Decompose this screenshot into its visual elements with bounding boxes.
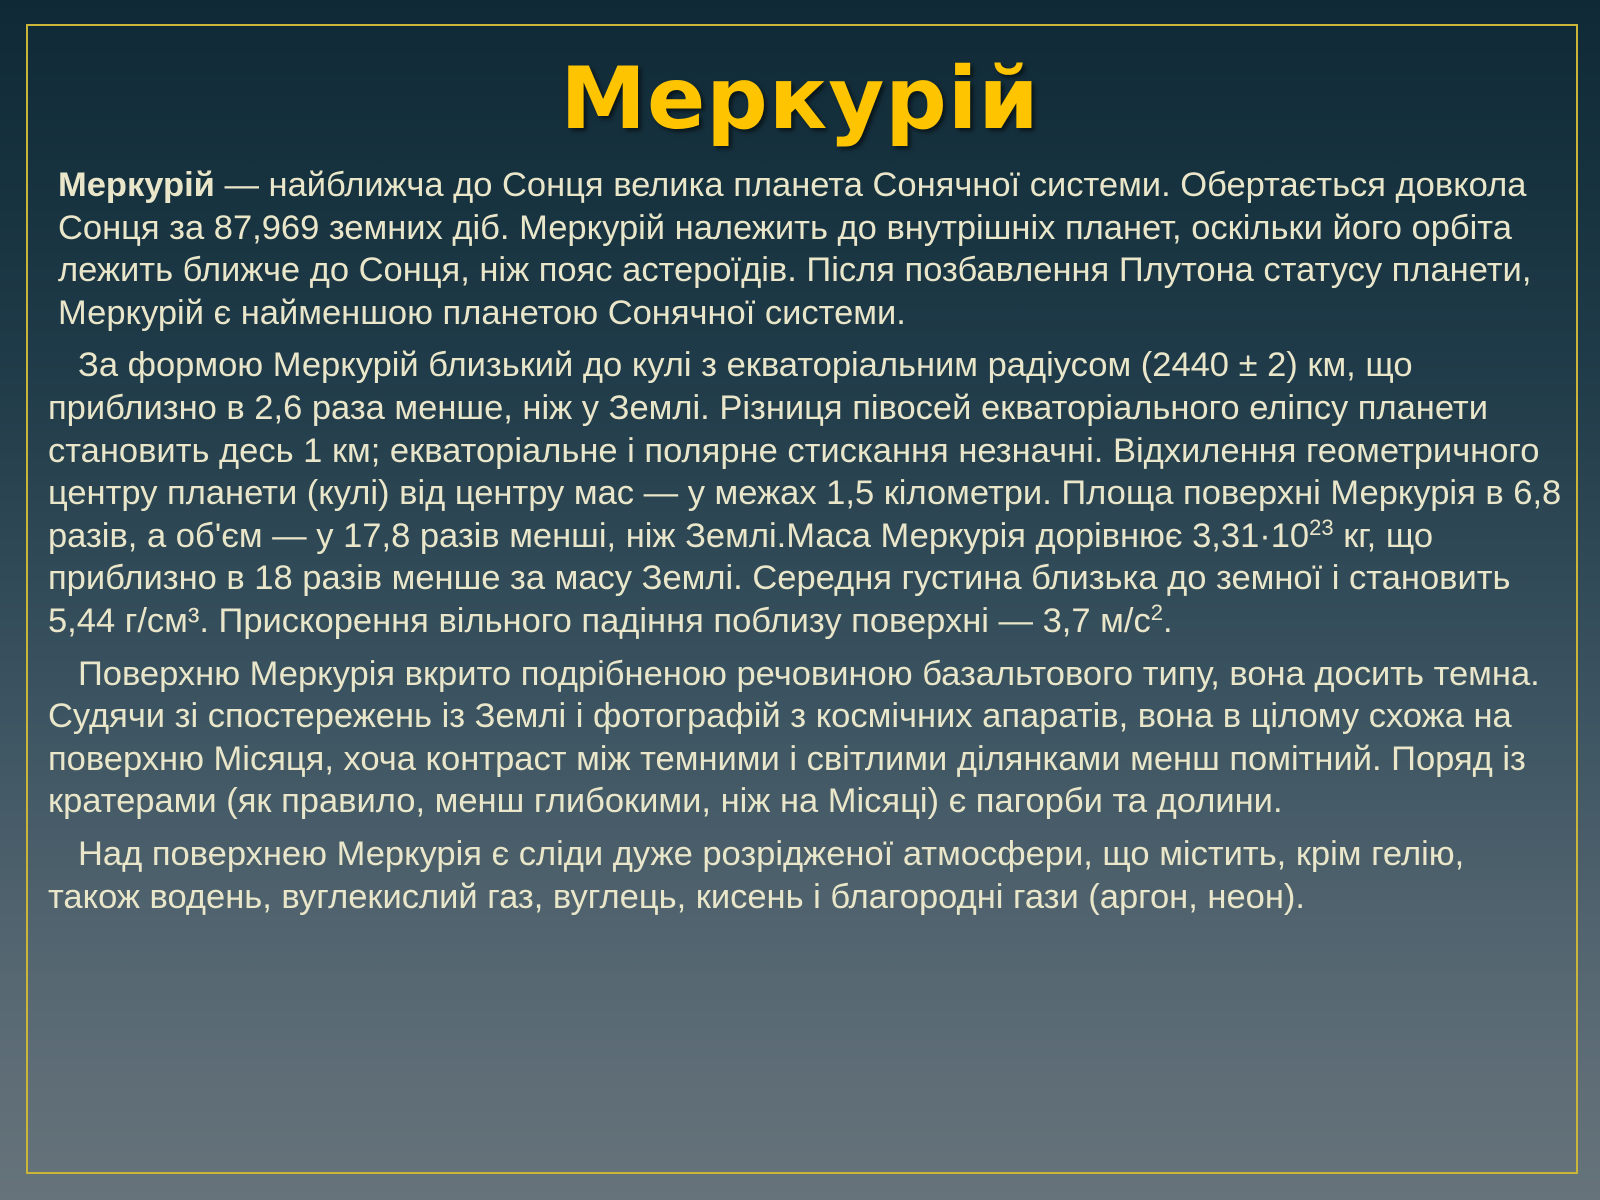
paragraph-atmosphere: Над поверхнею Меркурія є сліди дуже розрідженої атмосфери, що містить, крім гелію, також водень, вуглекислий газ, вуглець, кисень і благородні гази (аргон, неон). [48,834,1465,916]
paragraph-shape-part1: За формою Меркурій близький до кулі з екваторіальним радіусом (2440 ± 2) км, що приблизно в 2,6 раза менше, ніж у Землі. Різниця півосей екваторіального еліпсу планети становить десь 1 км; екваторіальне і полярне стискання незначні. Відхилення геометричного центру планети (кулі) від центру мас — у межах 1,5 кілометри. Площа поверхні Меркурія в 6,8 разів, а об'єм — у 17,8 разів менші, ніж Землі.Маса Меркурія дорівнює 3,31·10 [48,346,1562,555]
slide-body [48,164,1564,928]
mass-exponent: 23 [1309,514,1334,540]
gravity-exponent: 2 [1150,599,1163,625]
paragraph-shape-part2: кг, що приблизно в 18 разів менше за масу Землі. Середня густина близька до земної і становить 5,44 г/см³. Прискорення вільного падіння поблизу поверхні — 3,7 м/с [48,516,1511,640]
paragraph-intro-text: — найближча до Сонця велика планета Сонячної системи. Обертається довкола Сонця за 87,969 земних діб. Меркурій належить до внутрішніх планет, оскільки його орбіта лежить ближче до Сонця, ніж пояс астероїдів. Після позбавлення Плутона статусу планети, Меркурій є найменшою планетою Сонячної системи. [58,166,1532,332]
paragraph-surface: Поверхню Меркурія вкрито подрібненою речовиною базальтового типу, вона досить темна. Судячи зі спостережень із Землі і фотографій з космічних апаратів, вона в цілому схожа на поверхню Місяця, хоча контраст між темними і світлими ділянками менш помітний. Поряд із кратерами (як правило, менш глибокими, ніж на Місяці) є пагорби та долини. [48,654,1540,821]
paragraph-intro [48,164,1564,334]
slide-title: Меркурій [560,49,1040,149]
paragraph-shape-part3: . [1162,601,1173,640]
term-bold: Меркурій [58,166,215,204]
paragraph-shape [48,344,1564,642]
